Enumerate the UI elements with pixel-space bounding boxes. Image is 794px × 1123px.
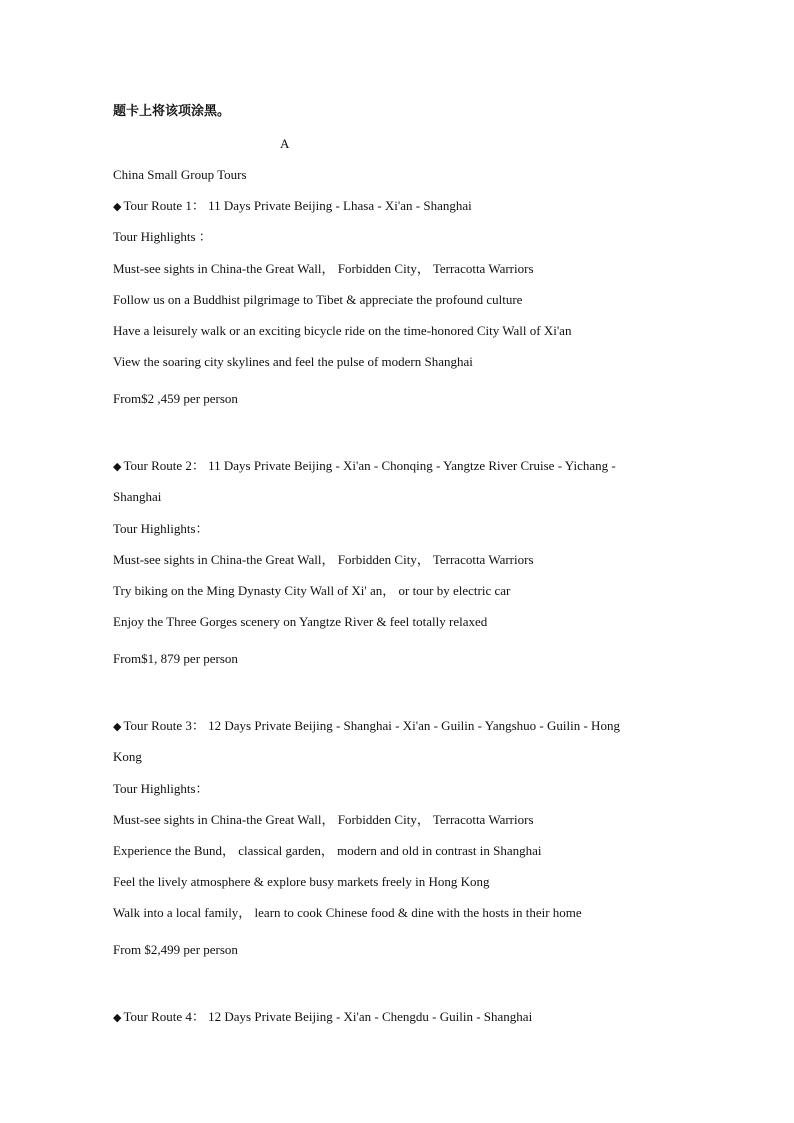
diamond-bullet-icon: ◆ <box>113 201 122 213</box>
tour-1-price: From$2 ,459 per person <box>113 391 238 406</box>
instruction-text: 题卡上将该项涂黑。 <box>113 104 231 119</box>
tour-3-highlight-1: Must-see sights in China-the Great Wall， Forbidden City， Terracotta Warriors <box>113 812 534 827</box>
tour-1-highlight-1: Must-see sights in China-the Great Wall， Forbidden City， Terracotta Warriors <box>113 261 534 276</box>
tour-1-highlight-3: Have a leisurely walk or an exciting bicycle ride on the time-honored City Wall of Xi'an <box>113 323 572 338</box>
tour-route-1-text: Tour Route 1： 11 Days Private Beijing - Lhasa - Xi'an - Shanghai <box>123 198 472 213</box>
tour-3-highlights-label: Tour Highlights： <box>113 781 209 796</box>
tour-route-2 <box>113 458 616 475</box>
tour-route-3 <box>113 718 620 735</box>
diamond-bullet-icon: ◆ <box>113 721 122 733</box>
tour-route-1 <box>113 198 472 215</box>
tour-route-3-text: Tour Route 3： 12 Days Private Beijing - Shanghai - Xi'an - Guilin - Yangshuo - Guilin - Hong <box>123 718 620 733</box>
tour-3-highlight-3: Feel the lively atmosphere & explore busy markets freely in Hong Kong <box>113 874 490 889</box>
tour-3-highlight-2: Experience the Bund， classical garden， modern and old in contrast in Shanghai <box>113 843 542 858</box>
tour-route-2-cont: Shanghai <box>113 489 162 504</box>
tour-1-highlight-4: View the soaring city skylines and feel the pulse of modern Shanghai <box>113 354 473 369</box>
tour-2-highlight-1: Must-see sights in China-the Great Wall， Forbidden City， Terracotta Warriors <box>113 552 534 567</box>
tour-2-price: From$1, 879 per person <box>113 651 238 666</box>
tour-3-price: From $2,499 per person <box>113 942 238 957</box>
tour-1-highlight-2: Follow us on a Buddhist pilgrimage to Tibet & appreciate the profound culture <box>113 292 523 307</box>
document-title: China Small Group Tours <box>113 167 247 182</box>
tour-2-highlight-3: Enjoy the Three Gorges scenery on Yangtze River & feel totally relaxed <box>113 614 488 629</box>
tour-2-highlights-label: Tour Highlights： <box>113 521 209 536</box>
tour-route-4 <box>113 1009 532 1026</box>
tour-route-3-cont: Kong <box>113 749 142 764</box>
diamond-bullet-icon: ◆ <box>113 461 122 473</box>
tour-route-2-text: Tour Route 2： 11 Days Private Beijing - Xi'an - Chonqing - Yangtze River Cruise - Yichang - <box>123 458 616 473</box>
tour-route-4-text: Tour Route 4： 12 Days Private Beijing - Xi'an - Chengdu - Guilin - Shanghai <box>123 1009 533 1024</box>
tour-3-highlight-4: Walk into a local family， learn to cook Chinese food & dine with the hosts in their home <box>113 905 582 920</box>
tour-1-highlights-label: Tour Highlights ： <box>113 229 212 244</box>
section-letter: A <box>280 136 290 151</box>
diamond-bullet-icon: ◆ <box>113 1012 122 1024</box>
tour-2-highlight-2: Try biking on the Ming Dynasty City Wall of Xi' an， or tour by electric car <box>113 583 511 598</box>
